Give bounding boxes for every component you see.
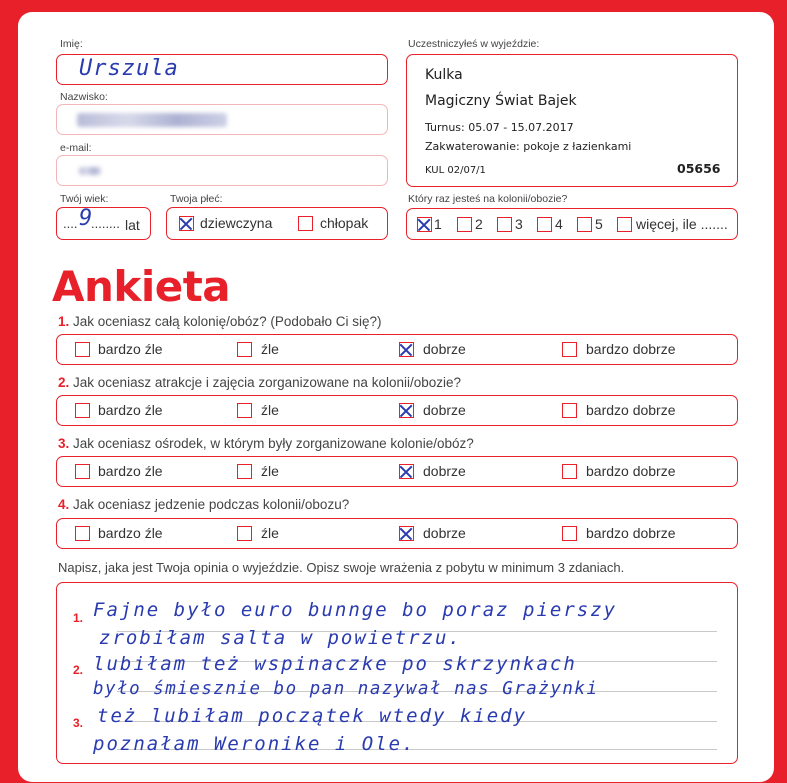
wiek-dots-after: ........: [91, 216, 120, 231]
q4-bardzo-dobrze-checkbox[interactable]: [562, 526, 577, 541]
q1-zle-label: źle: [261, 341, 279, 357]
camp-name: Kulka: [425, 67, 463, 83]
q4-dobrze-label: dobrze: [423, 525, 466, 541]
q4-zle-label: źle: [261, 525, 279, 541]
q3-dobrze-label: dobrze: [423, 463, 466, 479]
turnus-value: 05.07 - 15.07.2017: [468, 121, 574, 134]
q1-bardzo-zle-checkbox[interactable]: [75, 342, 90, 357]
imie-value: Urszula: [79, 56, 179, 81]
accom-value: pokoje z łazienkami: [523, 140, 632, 153]
q2-zle-label: źle: [261, 402, 279, 418]
opinion-line-4: było śmiesznie bo pan nazywał nas Grażynki: [93, 679, 599, 699]
opinion-line-2: zrobiłam salta w powietrzu.: [99, 627, 462, 649]
email-field[interactable]: [56, 155, 388, 186]
q2-bardzo-dobrze-checkbox[interactable]: [562, 403, 577, 418]
times-label-5: 5: [595, 216, 603, 232]
email-redacted: [79, 167, 101, 175]
wiek-value: 9: [79, 206, 94, 231]
times-field: [406, 208, 738, 240]
q2-dobrze-checkbox[interactable]: [399, 403, 414, 418]
nazwisko-field[interactable]: [56, 104, 388, 135]
nazwisko-redacted: [77, 113, 227, 127]
q3-bardzo-zle-label: bardzo źle: [98, 463, 163, 479]
opinion-line-1: Fajne było euro bunnge bo poraz pierszy: [93, 599, 618, 621]
q3-dobrze-checkbox[interactable]: [399, 464, 414, 479]
q3-bardzo-dobrze-label: bardzo dobrze: [586, 463, 676, 479]
q2-bardzo-zle-checkbox[interactable]: [75, 403, 90, 418]
wiek-unit: lat: [125, 217, 140, 233]
q2-bardzo-zle-label: bardzo źle: [98, 402, 163, 418]
plec-boy-label: chłopak: [320, 215, 369, 231]
camp-code: KUL 02/07/1: [425, 165, 486, 176]
times-label-4: 4: [555, 216, 563, 232]
q1-zle-checkbox[interactable]: [237, 342, 252, 357]
imie-label: Imię:: [60, 38, 83, 50]
question-2-text: Jak oceniasz atrakcje i zajęcia zorganizowane na kolonii/obozie?: [73, 375, 462, 390]
rating-row-1: [56, 334, 738, 365]
opinion-box[interactable]: [56, 582, 738, 764]
opinion-line-5: też lubiłam początek wtedy kiedy: [97, 705, 528, 727]
times-checkbox-more[interactable]: [617, 217, 632, 232]
times-checkbox-5[interactable]: [577, 217, 592, 232]
question-4-number: 4.: [58, 497, 70, 512]
nazwisko-label: Nazwisko:: [60, 91, 108, 103]
times-checkbox-1[interactable]: [417, 217, 432, 232]
rating-row-2: [56, 395, 738, 426]
q4-bardzo-zle-checkbox[interactable]: [75, 526, 90, 541]
plec-field: [166, 207, 388, 240]
question-1-text: Jak oceniasz całą kolonię/obóz? (Podobało Ci się?): [73, 314, 382, 329]
accom-label: Zakwaterowanie:: [425, 140, 520, 153]
wiek-dots-before: ....: [63, 216, 78, 231]
q3-zle-label: źle: [261, 463, 279, 479]
q4-dobrze-checkbox[interactable]: [399, 526, 414, 541]
q2-bardzo-dobrze-label: bardzo dobrze: [586, 402, 676, 418]
question-3: [58, 436, 474, 451]
times-label-more: więcej, ile .......: [636, 216, 728, 232]
plec-label: Twoja płeć:: [170, 193, 223, 205]
camp-subtitle: Magiczny Świat Bajek: [425, 93, 577, 109]
question-2: [58, 375, 461, 390]
trip-label: Uczestniczyłeś w wyjeździe:: [408, 38, 540, 50]
q3-bardzo-zle-checkbox[interactable]: [75, 464, 90, 479]
email-label: e-mail:: [60, 142, 92, 154]
q2-zle-checkbox[interactable]: [237, 403, 252, 418]
question-4: [58, 497, 349, 512]
turnus-label: Turnus:: [425, 121, 465, 134]
question-3-text: Jak oceniasz ośrodek, w którym były zorganizowane kolonie/obóz?: [73, 436, 474, 451]
q1-bardzo-dobrze-label: bardzo dobrze: [586, 341, 676, 357]
q4-zle-checkbox[interactable]: [237, 526, 252, 541]
plec-girl-checkbox[interactable]: [179, 216, 194, 231]
opinion-num-2: 2.: [73, 663, 84, 677]
camp-number: 05656: [677, 161, 721, 176]
question-3-number: 3.: [58, 436, 70, 451]
opinion-num-1: 1.: [73, 611, 84, 625]
page-title: Ankieta: [52, 262, 231, 311]
q1-dobrze-checkbox[interactable]: [399, 342, 414, 357]
q2-dobrze-label: dobrze: [423, 402, 466, 418]
q4-bardzo-zle-label: bardzo źle: [98, 525, 163, 541]
rating-row-3: [56, 456, 738, 487]
times-label-1: 1: [434, 216, 442, 232]
wiek-label: Twój wiek:: [60, 193, 109, 205]
wiek-field[interactable]: [56, 207, 151, 240]
q3-bardzo-dobrze-checkbox[interactable]: [562, 464, 577, 479]
rating-row-4: [56, 518, 738, 549]
plec-girl-label: dziewczyna: [200, 215, 273, 231]
times-label-2: 2: [475, 216, 483, 232]
q1-bardzo-dobrze-checkbox[interactable]: [562, 342, 577, 357]
q1-bardzo-zle-label: bardzo źle: [98, 341, 163, 357]
q1-dobrze-label: dobrze: [423, 341, 466, 357]
times-checkbox-3[interactable]: [497, 217, 512, 232]
question-1: [58, 314, 381, 329]
imie-field[interactable]: [56, 54, 388, 85]
survey-sheet: [18, 12, 774, 782]
plec-boy-checkbox[interactable]: [298, 216, 313, 231]
camp-info-box: [406, 54, 738, 187]
times-label-3: 3: [515, 216, 523, 232]
times-checkbox-2[interactable]: [457, 217, 472, 232]
opinion-line-3: lubiłam też wspinaczke po skrzynkach: [93, 653, 577, 675]
q4-bardzo-dobrze-label: bardzo dobrze: [586, 525, 676, 541]
opinion-prompt: Napisz, jaka jest Twoja opinia o wyjeździe. Opisz swoje wrażenia z pobytu w minimum 3 zdaniach.: [58, 560, 625, 575]
question-2-number: 2.: [58, 375, 70, 390]
times-checkbox-4[interactable]: [537, 217, 552, 232]
opinion-line-6: poznałam Weronike i Ole.: [93, 733, 416, 755]
question-4-text: Jak oceniasz jedzenie podczas kolonii/obozu?: [73, 497, 350, 512]
question-1-number: 1.: [58, 314, 70, 329]
q3-zle-checkbox[interactable]: [237, 464, 252, 479]
opinion-num-3: 3.: [73, 716, 84, 730]
times-label: Który raz jesteś na kolonii/obozie?: [408, 193, 568, 205]
